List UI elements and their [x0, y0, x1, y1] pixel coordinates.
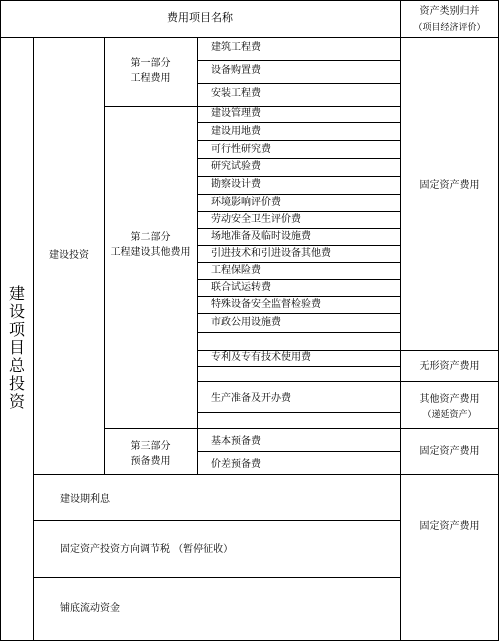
header-divider [0, 37, 499, 38]
category-fixed-assets: 固定资产费用 [419, 521, 480, 532]
item-divider [197, 194, 400, 195]
construction-investment-label: 建设投资 [49, 250, 89, 261]
part1-label-line1: 第一部分 [130, 58, 171, 69]
list-item: 可行性研究费 [211, 144, 271, 155]
list-item: 特殊设备安全监督检验费 [211, 299, 321, 310]
list-item: 设备购置费 [211, 65, 261, 76]
part2-label-line2: 工程建设其他费用 [110, 247, 191, 258]
list-item: 建设用地费 [211, 126, 261, 137]
part3-label-line2: 预备费用 [130, 456, 171, 467]
header-title: 费用项目名称 [167, 11, 233, 24]
part3-label-line1: 第三部分 [130, 441, 171, 452]
item-divider [197, 228, 400, 229]
item-divider [197, 451, 400, 452]
item-divider [197, 245, 400, 246]
list-item: 建筑工程费 [211, 42, 261, 53]
item-divider [197, 332, 400, 333]
table-border-left [0, 0, 1, 641]
header-category-line2: （项目经济评价） [413, 23, 486, 33]
category-divider-1 [400, 350, 499, 351]
list-item: 生产准备及开办费 [211, 393, 291, 404]
part1-label-line2: 工程费用 [130, 73, 171, 84]
construction-divider [33, 474, 499, 475]
item-divider [197, 176, 400, 177]
interest-divider [33, 520, 400, 521]
tax-divider [33, 577, 400, 578]
part2-divider [104, 428, 400, 429]
table-border-top [0, 0, 499, 1]
item-divider [197, 366, 400, 367]
list-item: 工程保险费 [211, 265, 261, 276]
item-divider [197, 122, 400, 123]
item-divider [197, 313, 400, 314]
list-item: 研究试验费 [211, 161, 261, 172]
category-divider-2 [400, 381, 499, 382]
item-divider [197, 381, 400, 382]
part-column-divider [197, 37, 198, 474]
table-border-right [498, 0, 499, 641]
item-divider [197, 262, 400, 263]
item-divider [197, 279, 400, 280]
item-divider [197, 83, 400, 84]
item-divider [197, 140, 400, 141]
list-item: 联合试运转费 [211, 282, 271, 293]
list-item: 建设管理费 [211, 108, 261, 119]
part1-divider [104, 106, 400, 107]
list-item: 劳动安全卫生评价费 [211, 214, 301, 225]
interest-label: 建设期利息 [60, 494, 110, 505]
list-item: 安装工程费 [211, 88, 261, 99]
list-item: 价差预备费 [211, 459, 261, 470]
category-intangible-assets: 无形资产费用 [419, 361, 480, 372]
item-divider [197, 412, 400, 413]
list-item: 专利及专有技术使用费 [211, 352, 311, 363]
list-item: 环境影响评价费 [211, 197, 281, 208]
tax-label: 固定资产投资方向调节税 （暂停征收） [60, 544, 234, 555]
category-fixed-assets: 固定资产费用 [419, 446, 480, 457]
item-divider [197, 296, 400, 297]
list-item: 引进技术和引进设备其他费 [211, 248, 331, 259]
item-divider [197, 350, 400, 351]
category-fixed-assets: 固定资产费用 [419, 180, 480, 191]
item-divider [197, 158, 400, 159]
item-divider [197, 60, 400, 61]
header-category-line1: 资产类别归并 [419, 6, 480, 17]
category-other-assets-line1: 其他资产费用 [419, 394, 480, 405]
working-capital-label: 铺底流动资金 [60, 603, 120, 614]
category-divider-3 [400, 428, 499, 429]
part2-label-line1: 第二部分 [130, 232, 171, 243]
vertical-label-total-investment: 建设项目总投资 [8, 284, 25, 411]
list-item: 勘察设计费 [211, 179, 261, 190]
list-item: 市政公用设施费 [211, 317, 281, 328]
item-divider [197, 211, 400, 212]
vertical-label-divider [33, 37, 34, 641]
category-other-assets-line2: （递延资产） [422, 410, 477, 420]
category-column-divider [400, 0, 401, 641]
list-item: 场地准备及临时设施费 [211, 231, 311, 242]
list-item: 基本预备费 [211, 436, 261, 447]
